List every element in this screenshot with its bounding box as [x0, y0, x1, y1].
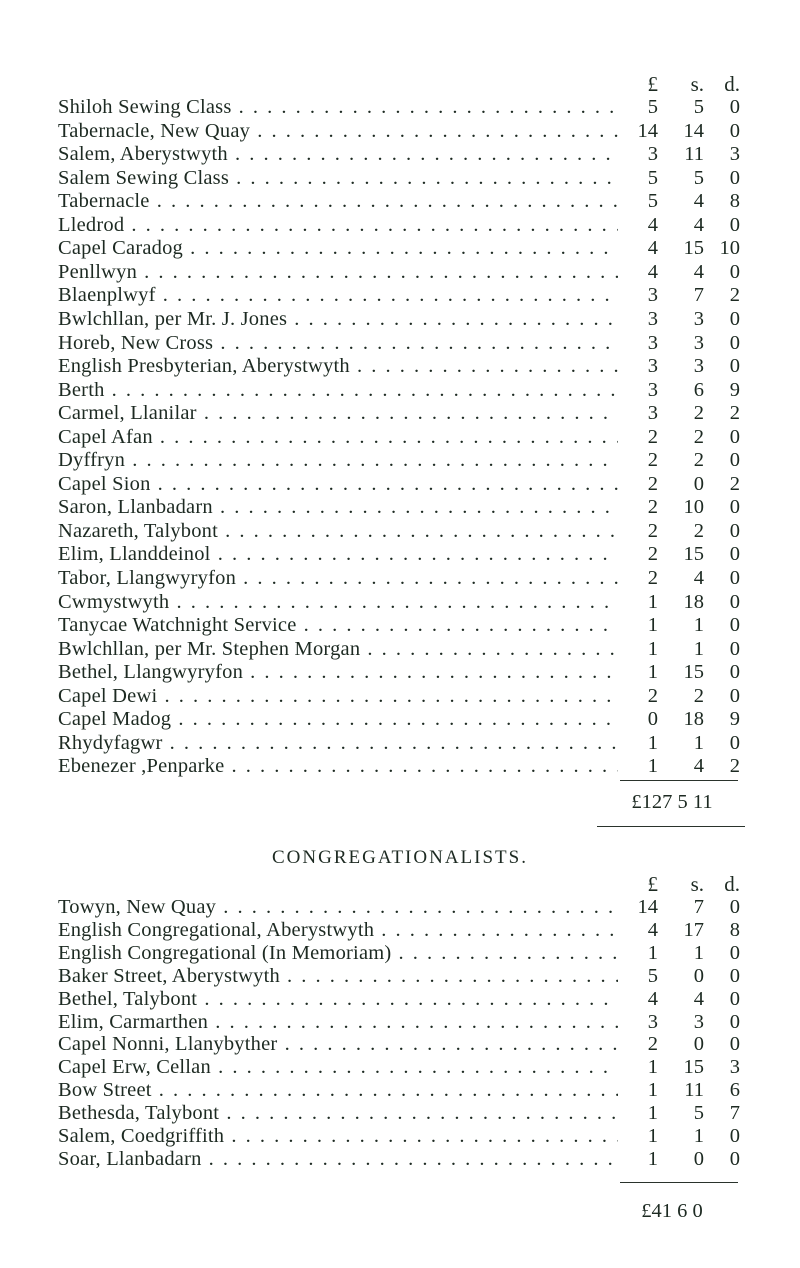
pounds-value: 1 [647, 590, 658, 613]
pounds-value: 1 [647, 1147, 658, 1170]
shillings-value: 0 [693, 1147, 704, 1170]
pounds-value: 5 [647, 190, 658, 213]
table-row [0, 754, 800, 778]
table-row [0, 189, 800, 213]
table-row [0, 1055, 800, 1079]
shillings-value: 10 [683, 496, 704, 519]
pence-value: 3 [729, 143, 740, 166]
entry-name: Saron, Llanbadarn . . . [58, 495, 618, 519]
pence-value: 0 [729, 355, 740, 378]
shillings-value: 4 [693, 190, 704, 213]
pounds-value: 3 [647, 284, 658, 307]
pence-value: 0 [729, 425, 740, 448]
table-row [0, 895, 800, 919]
entry-name: Shiloh Sewing Class . . . [58, 95, 618, 119]
table-row [0, 448, 800, 472]
entry-name: English Congregational (In Memoriam) . . . [58, 941, 618, 965]
shillings-value: 4 [693, 987, 704, 1010]
pence-value: 2 [729, 472, 740, 495]
pounds-value: 4 [647, 987, 658, 1010]
entry-name: Tabernacle, New Quay . . . [58, 119, 618, 143]
shillings-value: 1 [693, 941, 704, 964]
table-row [0, 918, 800, 942]
shillings-value: 2 [693, 425, 704, 448]
table-row [0, 987, 800, 1011]
shillings-value: 3 [693, 331, 704, 354]
pounds-value: 3 [647, 307, 658, 330]
entry-name: Baker Street, Aberystwyth . . . [58, 964, 618, 988]
table-row [0, 1147, 800, 1171]
pounds-value: 2 [647, 449, 658, 472]
entry-name: Capel Afan . . . [58, 425, 618, 449]
pounds-value: 4 [647, 918, 658, 941]
pounds-value: 1 [647, 941, 658, 964]
entry-name: Penllwyn . . . [58, 260, 618, 284]
pence-value: 0 [729, 496, 740, 519]
pounds-value: 14 [637, 119, 658, 142]
pence-value: 0 [729, 941, 740, 964]
entry-name: Capel Madog . . . [58, 707, 618, 731]
shillings-value: 3 [693, 1010, 704, 1033]
pence-value: 0 [729, 519, 740, 542]
shillings-value: 0 [693, 472, 704, 495]
shillings-value: 7 [693, 284, 704, 307]
pence-value: 0 [729, 1125, 740, 1147]
table-row [0, 95, 800, 119]
pence-value: 2 [729, 284, 740, 307]
section2-total: £41 6 0 [641, 1200, 703, 1222]
pence-value: 0 [729, 1147, 740, 1170]
entry-name: Dyffryn . . . [58, 448, 618, 472]
table-row [0, 119, 800, 143]
pence-value: 0 [729, 590, 740, 613]
pence-value: 9 [729, 708, 740, 731]
entry-name: Bow Street . . . [58, 1078, 618, 1102]
shillings-header: s. [690, 72, 704, 96]
pence-value: 0 [729, 166, 740, 189]
pence-value: 2 [729, 402, 740, 425]
shillings-value: 5 [693, 1102, 704, 1125]
entry-name: Tabernacle . . . [58, 189, 618, 213]
pounds-value: 1 [647, 1056, 658, 1079]
pounds-value: 5 [647, 964, 658, 987]
shillings-value: 2 [693, 519, 704, 542]
shillings-value: 0 [693, 964, 704, 987]
pounds-value: 5 [647, 96, 658, 118]
pence-value: 0 [729, 896, 740, 918]
entry-name: Salem, Aberystwyth . . . [58, 142, 618, 166]
table-row [0, 472, 800, 496]
pounds-value: 5 [647, 166, 658, 189]
entry-name: Towyn, New Quay . . . [58, 895, 618, 919]
table-row [0, 707, 800, 731]
section2-total-row [0, 1199, 800, 1223]
pence-value: 0 [729, 567, 740, 589]
pence-value: 0 [729, 684, 740, 707]
pence-value: 2 [729, 755, 740, 778]
pounds-value: 2 [647, 425, 658, 448]
table-row [0, 1032, 800, 1056]
pence-value: 0 [729, 661, 740, 684]
pence-header: d. [724, 72, 740, 96]
entry-name: Capel Erw, Cellan . . . [58, 1055, 618, 1079]
table-row [0, 684, 800, 708]
shillings-value: 1 [693, 731, 704, 754]
pounds-value: 1 [647, 1102, 658, 1125]
table-row [0, 613, 800, 637]
entry-name: Bethesda, Talybont . . . [58, 1101, 618, 1125]
pence-value: 7 [729, 1102, 740, 1125]
pounds-value: 4 [647, 260, 658, 283]
table-row [0, 260, 800, 284]
pounds-value: 4 [647, 213, 658, 236]
section1-closing-rule [597, 826, 745, 827]
pence-value: 8 [729, 918, 740, 941]
shillings-value: 1 [693, 614, 704, 637]
shillings-value: 2 [693, 449, 704, 472]
shillings-value: 3 [693, 355, 704, 378]
pounds-value: 1 [647, 731, 658, 754]
section2-heading: CONGREGATIONALISTS. [272, 847, 528, 868]
entry-name: Capel Caradog . . . [58, 236, 618, 260]
pence-value: 0 [729, 1010, 740, 1033]
pounds-value: 1 [647, 637, 658, 660]
entry-name: Salem Sewing Class . . . [58, 166, 618, 190]
pence-value: 0 [729, 987, 740, 1010]
shillings-value: 5 [693, 96, 704, 118]
shillings-value: 17 [683, 918, 704, 941]
entry-name: Berth . . . [58, 378, 618, 402]
shillings-value: 11 [684, 1079, 704, 1102]
entry-name: English Congregational, Aberystwyth . . . [58, 918, 618, 942]
pence-value: 0 [729, 449, 740, 472]
section2-column-header [0, 872, 800, 896]
entry-name: Lledrod . . . [58, 213, 618, 237]
entry-name: Horeb, New Cross . . . [58, 331, 618, 355]
pounds-value: 1 [647, 1125, 658, 1147]
pounds-value: 2 [647, 543, 658, 566]
section2-total-rule [620, 1182, 738, 1183]
table-row [0, 166, 800, 190]
pounds-value: 1 [647, 755, 658, 778]
table-row [0, 941, 800, 965]
entry-name: Salem, Coedgriffith . . . [58, 1124, 618, 1148]
shillings-value: 4 [693, 260, 704, 283]
entry-name: Bethel, Llangwyryfon . . . [58, 660, 618, 684]
shillings-value: 1 [693, 637, 704, 660]
entry-name: Bwlchllan, per Mr. Stephen Morgan . . . [58, 637, 618, 661]
table-row [0, 964, 800, 988]
shillings-value: 11 [684, 143, 704, 166]
pence-value: 9 [729, 378, 740, 401]
pounds-value: 3 [647, 355, 658, 378]
pence-value: 0 [729, 119, 740, 142]
pounds-value: 3 [647, 331, 658, 354]
table-row [0, 378, 800, 402]
entry-name: Soar, Llanbadarn . . . [58, 1147, 618, 1171]
entry-name: Capel Nonni, Llanybyther . . . [58, 1032, 618, 1056]
shillings-value: 15 [683, 543, 704, 566]
shillings-value: 18 [683, 708, 704, 731]
shillings-value: 2 [693, 402, 704, 425]
pounds-value: 0 [647, 708, 658, 731]
shillings-value: 0 [693, 1033, 704, 1056]
table-row [0, 660, 800, 684]
shillings-value: 15 [683, 237, 704, 260]
section1-total-row [0, 790, 800, 814]
shillings-value: 4 [693, 567, 704, 589]
table-row [0, 637, 800, 661]
table-row [0, 542, 800, 566]
table-row [0, 1101, 800, 1125]
section1-total-rule [620, 780, 738, 781]
entry-name: Elim, Carmarthen . . . [58, 1010, 618, 1034]
pounds-value: 2 [647, 1033, 658, 1056]
shillings-value: 15 [683, 661, 704, 684]
pence-value: 0 [729, 614, 740, 637]
pounds-value: 1 [647, 661, 658, 684]
entry-name: Rhydyfagwr . . . [58, 731, 618, 755]
table-row [0, 331, 800, 355]
pence-value: 0 [729, 96, 740, 118]
shillings-value: 7 [693, 896, 704, 918]
pounds-value: 2 [647, 567, 658, 589]
shillings-value: 14 [683, 119, 704, 142]
section1-total: £127 5 11 [631, 791, 713, 813]
pounds-value: 1 [647, 1079, 658, 1102]
entry-name: Elim, Llanddeinol . . . [58, 542, 618, 566]
shillings-value: 3 [693, 307, 704, 330]
table-row [0, 213, 800, 237]
pence-value: 0 [729, 543, 740, 566]
pence-value: 0 [729, 731, 740, 754]
entry-name: Tanycae Watchnight Service . . . [58, 613, 618, 637]
table-row [0, 307, 800, 331]
entry-name: Ebenezer ,Penparke . . . [58, 754, 618, 778]
entry-name: English Presbyterian, Aberystwyth . . . [58, 354, 618, 378]
table-row [0, 495, 800, 519]
section1-column-header [0, 72, 800, 96]
table-row [0, 1010, 800, 1034]
shillings-value: 1 [693, 1125, 704, 1147]
shillings-value: 18 [683, 590, 704, 613]
table-row [0, 590, 800, 614]
pence-value: 3 [729, 1056, 740, 1079]
table-row [0, 1078, 800, 1102]
shillings-value: 4 [693, 213, 704, 236]
pence-value: 0 [729, 331, 740, 354]
pounds-value: 1 [647, 614, 658, 637]
table-row [0, 401, 800, 425]
pounds-header: £ [647, 72, 658, 96]
entry-name: Bethel, Talybont . . . [58, 987, 618, 1011]
pounds-value: 3 [647, 378, 658, 401]
shillings-header: s. [690, 872, 704, 896]
pence-value: 8 [729, 190, 740, 213]
table-row [0, 566, 800, 590]
entry-name: Capel Dewi . . . [58, 684, 618, 708]
entry-name: Capel Sion . . . [58, 472, 618, 496]
entry-name: Carmel, Llanilar . . . [58, 401, 618, 425]
pounds-value: 3 [647, 143, 658, 166]
entry-name: Blaenplwyf . . . [58, 283, 618, 307]
shillings-value: 2 [693, 684, 704, 707]
pence-value: 0 [729, 260, 740, 283]
pounds-value: 2 [647, 519, 658, 542]
table-row [0, 731, 800, 755]
shillings-value: 15 [683, 1056, 704, 1079]
pence-value: 6 [729, 1079, 740, 1102]
table-row [0, 283, 800, 307]
shillings-value: 5 [693, 166, 704, 189]
pence-value: 0 [729, 1033, 740, 1056]
table-row [0, 354, 800, 378]
shillings-value: 6 [693, 378, 704, 401]
pounds-value: 3 [647, 1010, 658, 1033]
entry-name: Nazareth, Talybont . . . [58, 519, 618, 543]
pounds-value: 2 [647, 472, 658, 495]
pounds-value: 2 [647, 684, 658, 707]
entry-name: Cwmystwyth . . . [58, 590, 618, 614]
pounds-value: 14 [637, 896, 658, 918]
pence-value: 0 [729, 307, 740, 330]
entry-name: Bwlchllan, per Mr. J. Jones . . . [58, 307, 618, 331]
table-row [0, 425, 800, 449]
pence-header: d. [724, 872, 740, 896]
shillings-value: 4 [693, 755, 704, 778]
pounds-value: 2 [647, 496, 658, 519]
table-row [0, 236, 800, 260]
pence-value: 10 [719, 237, 740, 260]
entry-name: Tabor, Llangwyryfon . . . [58, 566, 618, 590]
pounds-header: £ [647, 872, 658, 896]
pounds-value: 4 [647, 237, 658, 260]
pence-value: 0 [729, 213, 740, 236]
table-row [0, 1124, 800, 1148]
pence-value: 0 [729, 637, 740, 660]
table-row [0, 519, 800, 543]
pounds-value: 3 [647, 402, 658, 425]
pence-value: 0 [729, 964, 740, 987]
table-row [0, 142, 800, 166]
